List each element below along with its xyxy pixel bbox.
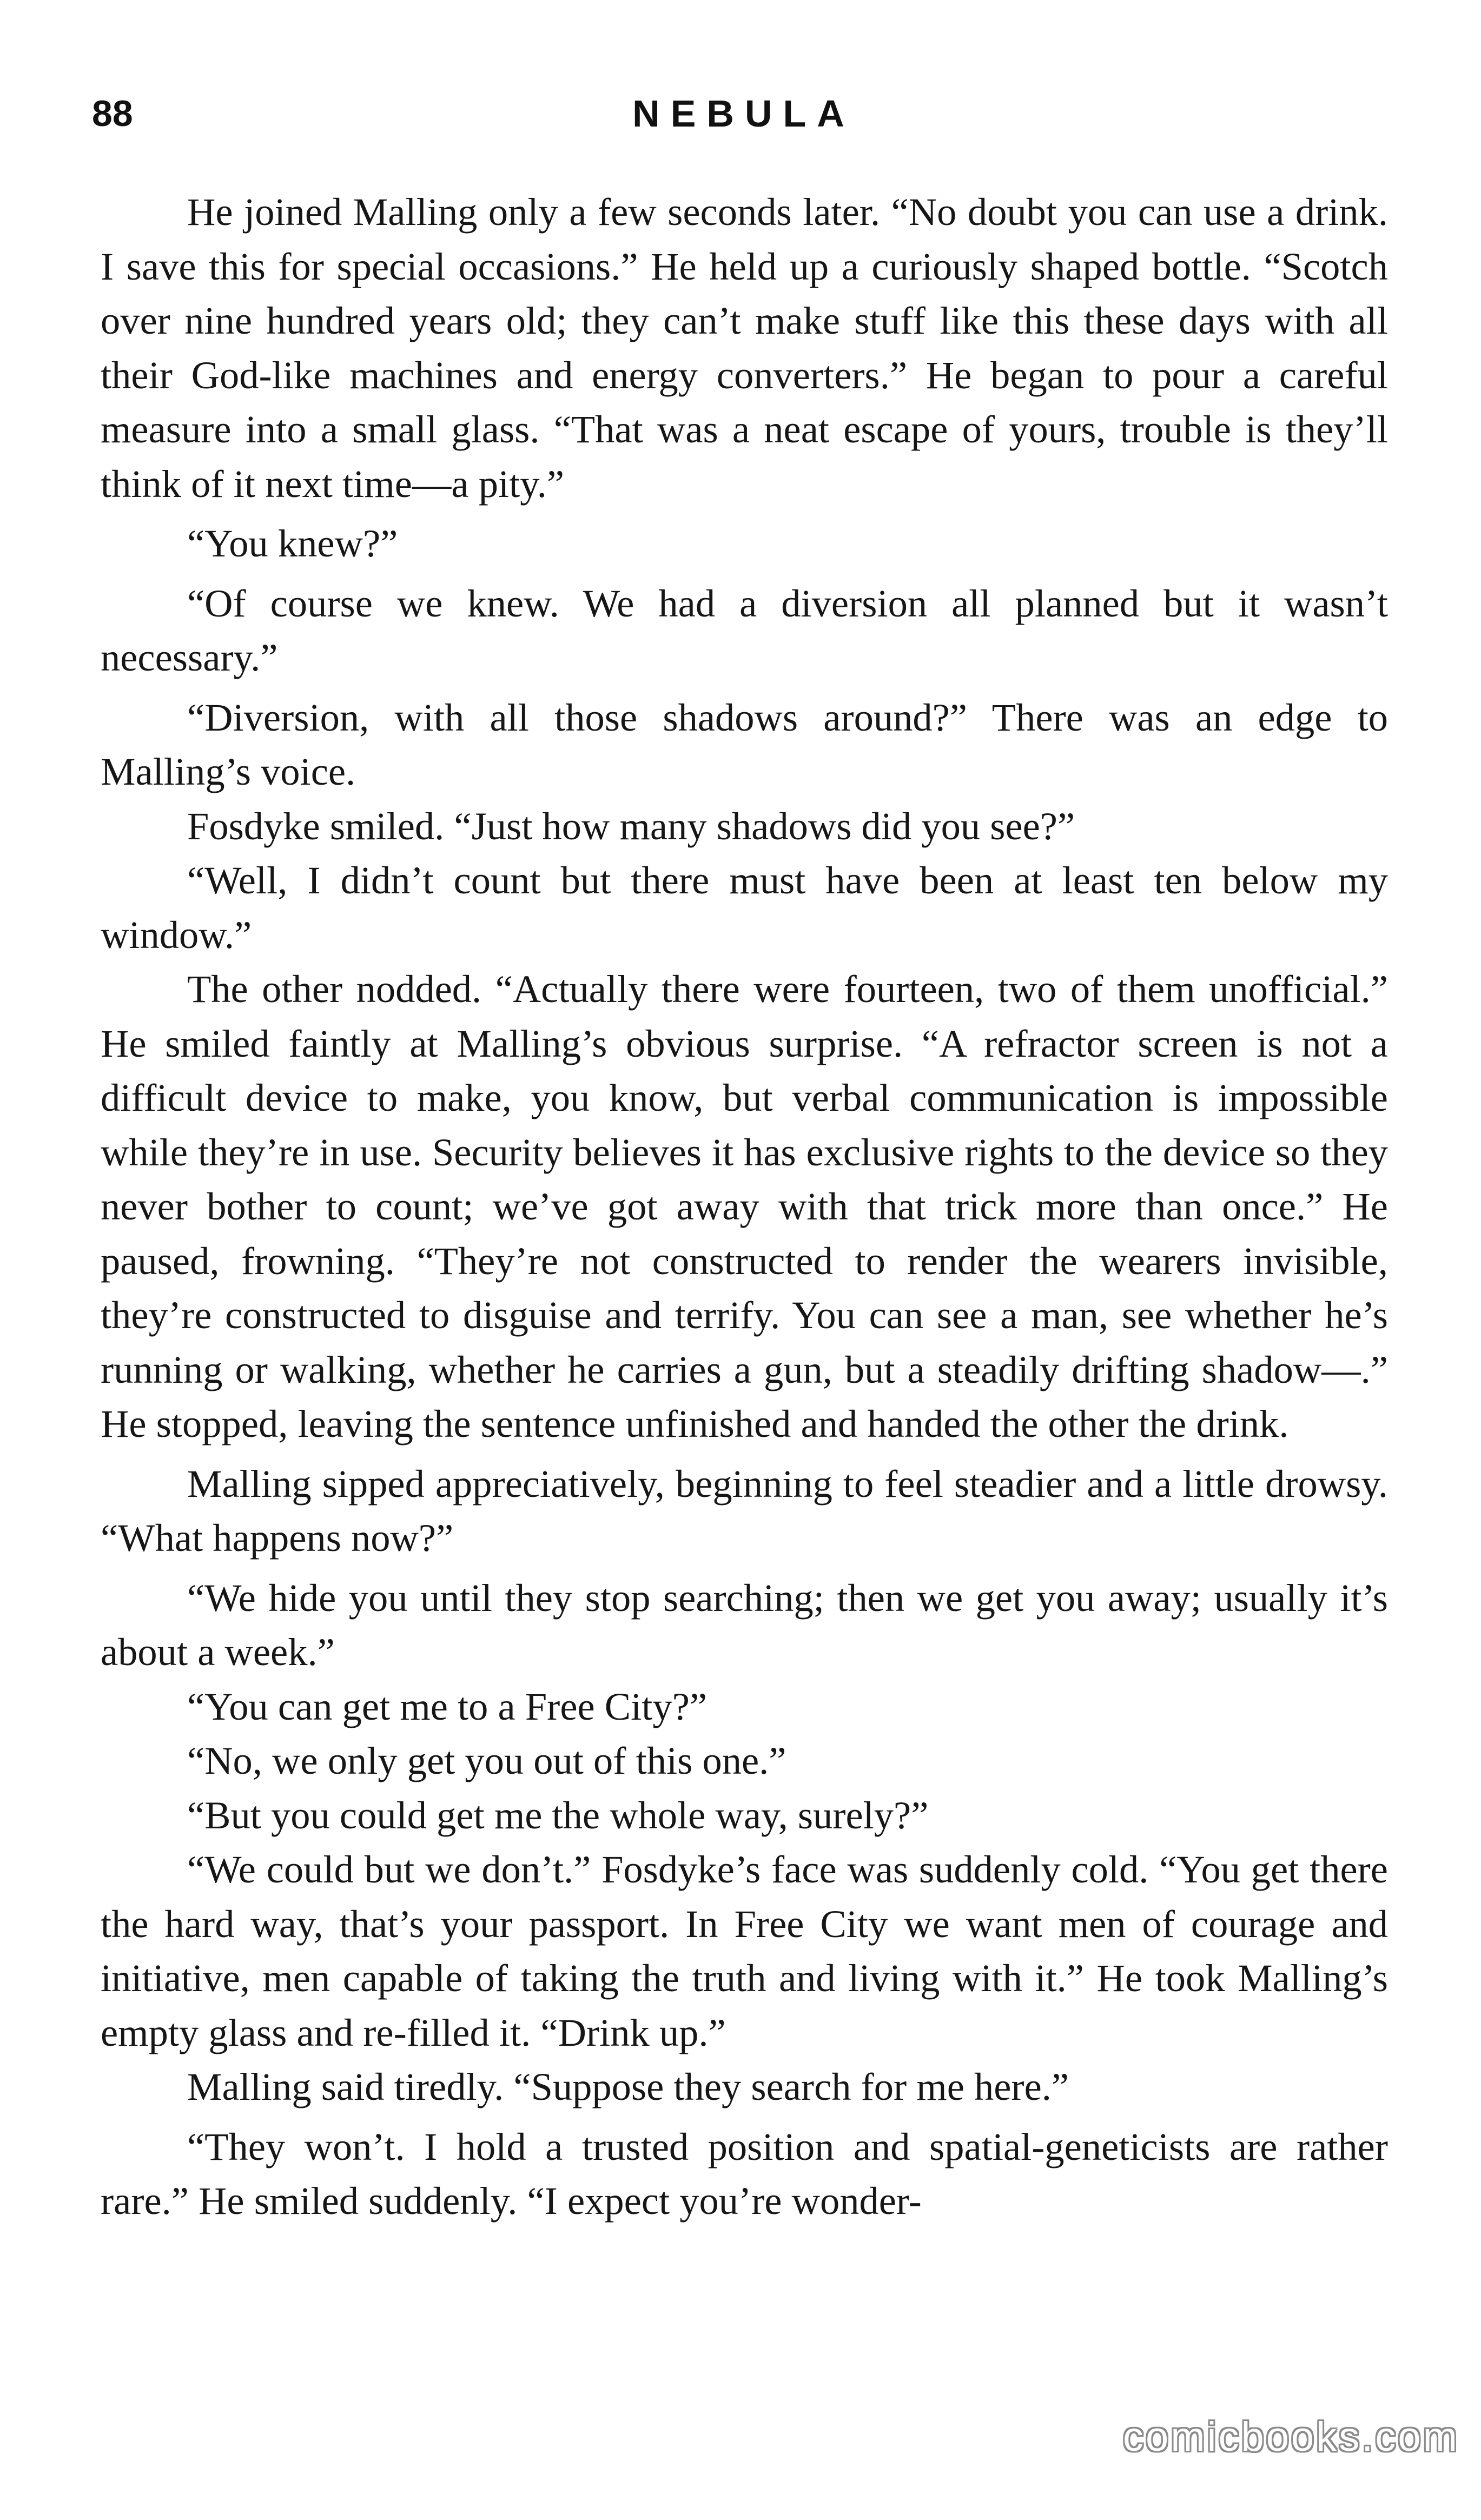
paragraph: “No, we only get you out of this one.” (187, 1739, 786, 1782)
paragraph: The other nodded. “Actually there were fourteen, two of them unofficial.” He smiled faintly at Malling’s obvious surprise. “A refractor screen is not a difficult device to make, you know, but verbal communication is impossible while they’re in use. Security believes it has exclusive rights to the device so they never bother to count; we’ve got away with that trick more than once.” He paused, frowning. “They’re not constructed to render the wearers invisible, they’re constructed to disguise and terrify. You can see a man, see whether he’s running or walking, whether he carries a gun, but a steadily drifting shadow—.” He stopped, leaving the sentence unfinished and handed the other the drink. (101, 967, 1388, 1445)
paragraph: “But you could get me the whole way, surely?” (187, 1793, 929, 1837)
paragraph: “You can get me to a Free City?” (187, 1684, 708, 1728)
paragraph: “We could but we don’t.” Fosdyke’s face was suddenly cold. “You get there the hard way, that’s your passport. In Free City we want men of courage and initiative, men capable of taking the truth and living with it.” He took Malling’s empty glass and re-filled it. “Drink up.” (101, 1847, 1388, 2054)
paragraph: Malling sipped appreciatively, beginning to feel steadier and a little drowsy. “What happens now?” (101, 1461, 1388, 1560)
paragraph: “They won’t. I hold a trusted position and spatial-geneticists are rather rare.” He smiled suddenly. “I expect you’re wonder- (101, 2124, 1388, 2223)
body-text (101, 185, 1388, 2229)
page-header (92, 81, 1396, 146)
paragraph: “You knew?” (187, 521, 398, 565)
running-head: NEBULA (632, 92, 855, 135)
paragraph: “Of course we knew. We had a diversion all planned but it wasn’t necessary.” (101, 581, 1388, 679)
paragraph: “We hide you until they stop searching; then we get you away; usually it’s about a week.” (101, 1575, 1388, 1674)
paragraph: Malling said tiredly. “Suppose they search for me here.” (187, 2065, 1069, 2108)
paragraph: Fosdyke smiled. “Just how many shadows did you see?” (187, 804, 1075, 848)
watermark: comicbooks.com (1123, 2414, 1459, 2460)
paragraph: “Diversion, with all those shadows around?” There was an edge to Malling’s voice. (101, 695, 1388, 793)
page-number: 88 (92, 93, 133, 134)
paragraph: He joined Malling only a few seconds later. “No doubt you can use a drink. I save this for special occasions.” He held up a curiously shaped bottle. “Scotch over nine hundred years old; they can’t make stuff like this these days with all their God-like machines and energy converters.” He began to pour a careful measure into a small glass. “That was a neat escape of yours, trouble is they’ll think of it next time—a pity.” (101, 190, 1388, 506)
paragraph: “Well, I didn’t count but there must have been at least ten below my window.” (101, 858, 1388, 957)
